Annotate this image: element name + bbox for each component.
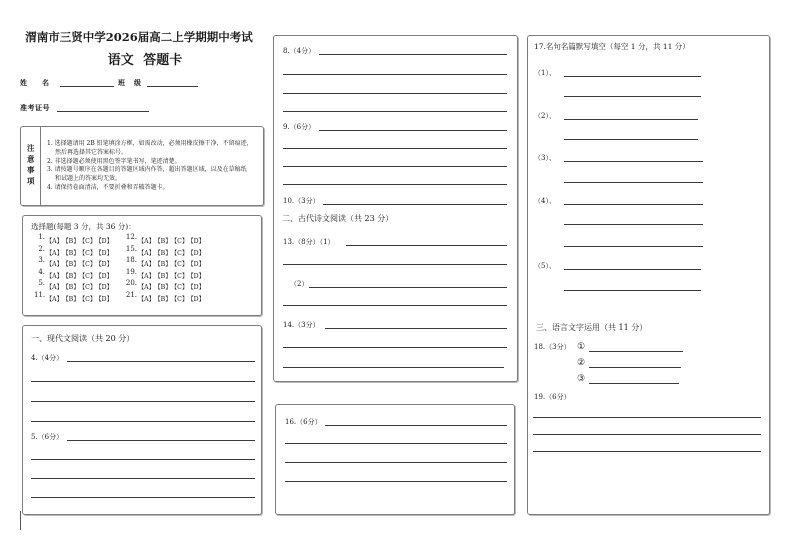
answer-line	[283, 184, 507, 185]
class-label: 班 级	[118, 77, 142, 87]
answer-line	[31, 401, 255, 402]
option-b-bubble: 【B】	[154, 272, 172, 280]
blank-marker-3: ③	[577, 373, 586, 384]
section-heading: 二、古代诗文阅读（共 23 分）	[282, 214, 394, 223]
choice-question-number: 11.	[34, 290, 46, 299]
choice-row	[23, 267, 261, 279]
option-a-bubble: 【A】	[46, 238, 63, 246]
option-b-bubble: 【B】	[62, 261, 80, 269]
notice-line: 3. 请按题号顺序在各题目的答题区域内作答，超出答题区域，以及在草稿纸	[47, 166, 247, 174]
answer-line	[564, 139, 698, 140]
modern-reading-box	[22, 325, 262, 515]
answer-line	[533, 434, 761, 435]
answer-line	[325, 328, 507, 329]
choice-row	[23, 255, 261, 267]
question-14-label: 14.（3分）	[283, 320, 320, 329]
answer-line	[283, 305, 507, 306]
notice-box	[20, 126, 264, 206]
exam-id-label: 准考证号	[20, 102, 50, 112]
option-c-bubble: 【C】	[79, 295, 97, 303]
section-heading: 一、现代文阅读（共 20 分）	[31, 334, 135, 343]
option-a-bubble: 【A】	[46, 284, 63, 292]
answer-line	[283, 111, 507, 112]
answer-line	[564, 269, 701, 270]
blank-marker-1: ①	[577, 341, 586, 352]
answer-line	[31, 459, 255, 460]
notice-line: 1. 选择题请用 2B 铅笔填涂方框，如需改动，必须用橡皮擦干净，不留痕迹，	[47, 140, 253, 147]
option-d-bubble: 【D】	[187, 284, 205, 292]
option-a-bubble: 【A】	[138, 272, 155, 280]
option-b-bubble: 【B】	[62, 272, 80, 280]
option-d-bubble: 【D】	[95, 284, 113, 292]
option-d-bubble: 【D】	[187, 238, 205, 246]
notice-text	[47, 140, 253, 193]
answer-line	[564, 246, 703, 247]
question-16-box	[275, 404, 515, 515]
question-17-item-4: （4）、	[534, 196, 556, 205]
answer-line	[564, 96, 701, 97]
option-b-bubble: 【B】	[154, 249, 172, 257]
answer-line	[283, 264, 507, 265]
option-d-bubble: 【D】	[187, 261, 205, 269]
answer-line	[283, 74, 507, 75]
option-a-bubble: 【A】	[138, 261, 155, 269]
answer-line	[564, 290, 701, 291]
choice-question-number: 2.	[38, 244, 45, 253]
answer-line	[285, 462, 507, 463]
class-field-line	[147, 86, 198, 87]
option-a-bubble: 【A】	[138, 284, 155, 292]
notice-heading: 注意事项	[26, 144, 36, 188]
option-c-bubble: 【C】	[171, 261, 189, 269]
answer-line	[589, 351, 683, 352]
choice-row	[23, 232, 261, 244]
answer-line	[285, 443, 507, 444]
option-c-bubble: 【C】	[79, 238, 97, 246]
notice-line: 2. 非选择题必须使用黑色签字笔书写，笔迹清楚。	[47, 157, 181, 165]
answer-line	[319, 130, 507, 131]
question-17-item-5: （5）、	[534, 261, 556, 270]
choice-question-number: 5.	[38, 279, 45, 288]
option-b-bubble: 【B】	[154, 261, 172, 269]
option-c-bubble: 【C】	[171, 249, 189, 257]
notice-line: 和试题上的答案均无效。	[55, 175, 122, 183]
question-13-part2-label: （2）	[290, 279, 309, 288]
option-a-bubble: 【A】	[138, 249, 155, 257]
choice-box	[22, 215, 262, 316]
question-17-item-2: （2）、	[534, 111, 556, 120]
question-17-item-3: （3）、	[534, 153, 556, 162]
choice-question-number: 1.	[38, 233, 45, 242]
option-b-bubble: 【B】	[154, 295, 172, 303]
answer-line	[564, 161, 703, 162]
answer-line	[319, 54, 507, 55]
blank-marker-2: ②	[577, 357, 586, 368]
answer-line	[564, 204, 703, 205]
option-a-bubble: 【A】	[138, 238, 155, 246]
option-c-bubble: 【C】	[171, 295, 189, 303]
answer-line	[323, 204, 507, 205]
answer-line	[346, 245, 507, 246]
choice-question-number: 3.	[38, 256, 45, 265]
answer-line	[533, 451, 761, 452]
answer-line	[533, 417, 761, 418]
choice-option-group	[46, 290, 112, 306]
answer-line	[325, 425, 507, 426]
question-9-label: 9.（6分）	[283, 122, 316, 131]
notice-side-cell	[21, 127, 41, 205]
choice-heading: 选择题(每题 3 分，共 36 分)：	[31, 221, 136, 231]
option-b-bubble: 【B】	[62, 238, 80, 246]
section-heading: 三、语言文字运用（共 11 分）	[536, 323, 648, 332]
option-d-bubble: 【D】	[95, 295, 113, 303]
answer-line	[589, 367, 681, 368]
question-13-label: 13.（8分）（1）	[283, 237, 335, 246]
option-c-bubble: 【C】	[79, 261, 97, 269]
notice-line: 然后再选择其它答案标号。	[55, 148, 128, 156]
option-b-bubble: 【B】	[62, 295, 80, 303]
option-b-bubble: 【B】	[154, 238, 172, 246]
choice-question-number: 15.	[125, 244, 137, 253]
margin-mark	[20, 511, 21, 530]
answer-line	[31, 478, 255, 479]
answer-line	[564, 224, 703, 225]
option-c-bubble: 【C】	[171, 238, 189, 246]
option-a-bubble: 【A】	[138, 295, 155, 303]
choice-row	[23, 290, 261, 302]
answer-line	[67, 440, 255, 441]
right-answer-box	[527, 35, 770, 515]
option-d-bubble: 【D】	[95, 249, 113, 257]
option-d-bubble: 【D】	[187, 272, 205, 280]
answer-line	[283, 347, 507, 348]
exam-title: 渭南市三贤中学2026届高二上学期期中考试	[25, 30, 253, 44]
answer-line	[283, 148, 507, 149]
question-10-label: 10.（3分）	[283, 196, 320, 205]
choice-question-number: 20.	[125, 279, 137, 288]
option-a-bubble: 【A】	[46, 295, 63, 303]
question-4-label: 4.（4分）	[31, 353, 64, 362]
answer-line	[564, 76, 701, 77]
option-d-bubble: 【D】	[187, 249, 205, 257]
answer-line	[285, 481, 507, 482]
question-19-label: 19.（6分）	[534, 392, 571, 401]
answer-line	[589, 383, 679, 384]
choice-option-group	[138, 290, 204, 306]
question-18-label: 18.（3分）	[534, 342, 571, 351]
choice-question-number: 12.	[125, 233, 137, 242]
choice-row	[23, 278, 261, 290]
option-d-bubble: 【D】	[95, 272, 113, 280]
name-label: 姓 名	[20, 77, 53, 87]
option-c-bubble: 【C】	[79, 249, 97, 257]
choice-question-number: 18.	[125, 256, 137, 265]
option-b-bubble: 【B】	[62, 284, 80, 292]
choice-row	[23, 244, 261, 256]
option-b-bubble: 【B】	[62, 249, 80, 257]
answer-line	[31, 497, 255, 498]
question-8-label: 8.（4分）	[283, 46, 316, 55]
question-17-item-1: （1）、	[534, 68, 556, 77]
answer-line	[283, 93, 507, 94]
option-d-bubble: 【D】	[95, 238, 113, 246]
middle-answer-box	[273, 35, 518, 382]
name-field-line	[60, 86, 114, 87]
option-c-bubble: 【C】	[79, 272, 97, 280]
question-17-label: 17.名句名篇默写填空（每空 1 分，共 11 分）	[534, 41, 690, 51]
answer-line	[31, 381, 255, 382]
answer-line	[283, 367, 504, 368]
answer-line	[283, 166, 507, 167]
option-b-bubble: 【B】	[154, 284, 172, 292]
choice-question-number: 19.	[125, 267, 137, 276]
option-c-bubble: 【C】	[79, 284, 97, 292]
answer-line	[67, 361, 255, 362]
option-d-bubble: 【D】	[95, 261, 113, 269]
question-5-label: 5.（6分）	[31, 432, 64, 441]
answer-line	[31, 421, 255, 422]
option-d-bubble: 【D】	[187, 295, 205, 303]
option-c-bubble: 【C】	[171, 284, 189, 292]
answer-line	[564, 182, 703, 183]
answer-line	[309, 287, 507, 288]
option-c-bubble: 【C】	[171, 272, 189, 280]
option-a-bubble: 【A】	[46, 249, 63, 257]
answer-line	[564, 119, 698, 120]
option-a-bubble: 【A】	[46, 261, 63, 269]
notice-line: 4. 请保持卷面清洁，不要折叠和弄破答题卡。	[47, 183, 169, 191]
option-a-bubble: 【A】	[46, 272, 63, 280]
sheet-subtitle: 语文 答题卡	[107, 52, 183, 68]
choice-question-number: 4.	[38, 267, 45, 276]
choice-question-number: 21.	[125, 290, 137, 299]
question-16-label: 16.（6分）	[285, 417, 322, 426]
exam-id-field-line	[57, 111, 149, 112]
